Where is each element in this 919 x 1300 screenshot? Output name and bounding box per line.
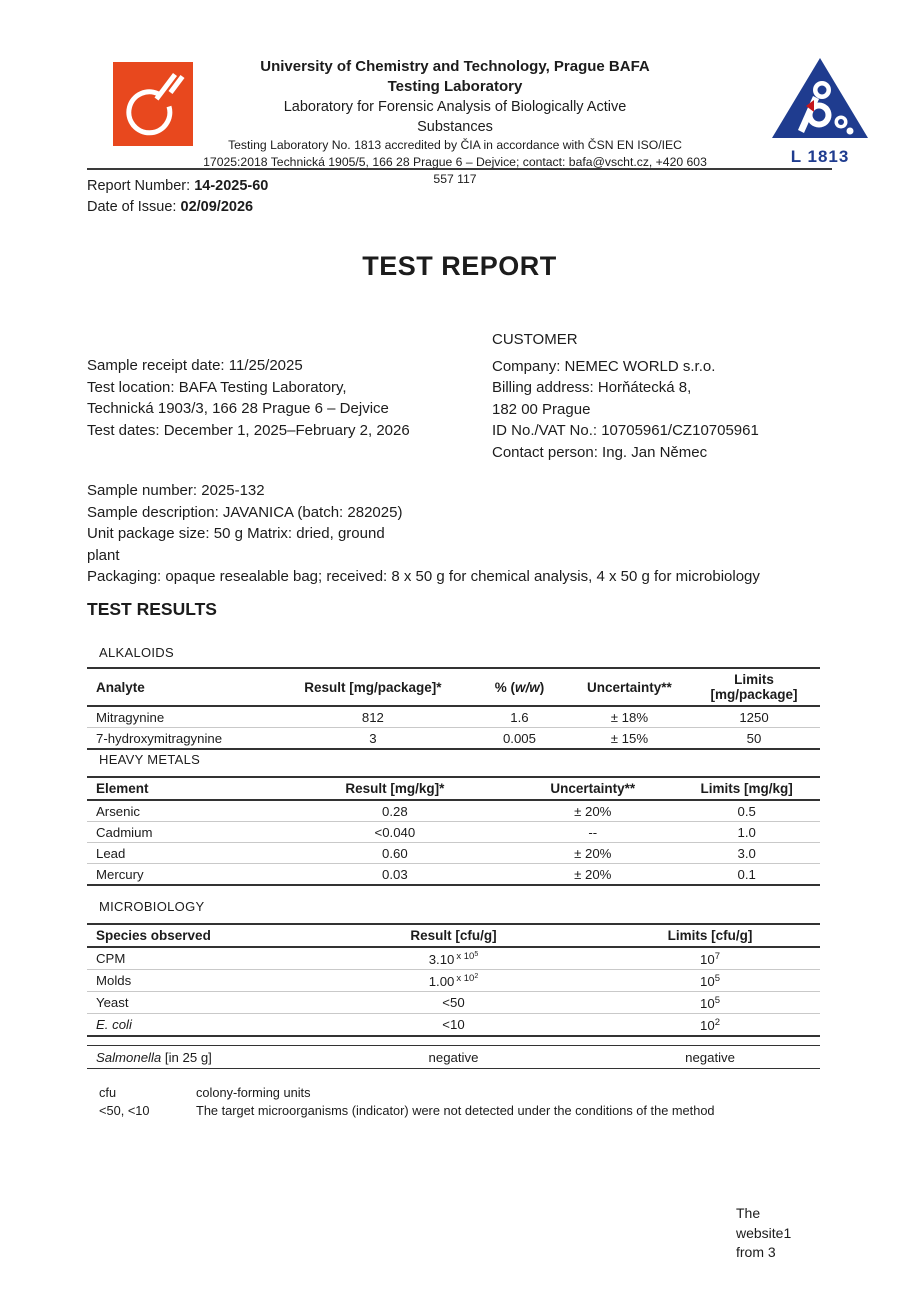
alkaloids-section-label: ALKALOIDS <box>99 645 174 660</box>
limits-header: Limits [cfu/g] <box>600 924 820 947</box>
report-number-label: Report Number: <box>87 178 195 194</box>
limits-header: Limits [mg/kg] <box>673 777 820 800</box>
accreditation-line2: 17025:2018 Technická 1905/5, 166 28 Prague 6 – Dejvice; contact: bafa@vscht.cz, +420 603 <box>203 155 707 169</box>
result-header: Result [cfu/g] <box>307 924 600 947</box>
species-cell: Molds <box>87 970 307 992</box>
limits-header: Limits [mg/package] <box>688 668 820 706</box>
table-row <box>87 800 820 822</box>
limits-cell: $10^5$ <box>600 970 820 992</box>
microbiology-table <box>87 923 820 1037</box>
info-section <box>87 329 832 463</box>
uncertainty-cell: ± 18% <box>571 706 688 728</box>
analyte-cell: Mitragynine <box>87 706 278 728</box>
org-name: University of Chemistry and Technology, Prague BAFA <box>260 58 650 75</box>
species-cell: E. coli <box>87 1014 307 1037</box>
sample-package-matrix-line2: plant <box>87 546 120 564</box>
footnote-term: <50, <10 <box>99 1102 150 1118</box>
result-header: Result [mg/kg]* <box>278 777 513 800</box>
table-row <box>87 1046 820 1069</box>
uct-prague-logo-icon <box>113 62 193 146</box>
customer-company: Company: NEMEC WORLD s.r.o. <box>492 357 716 375</box>
result-cell: negative <box>307 1046 600 1069</box>
result-cell: 3.10 $^{x 10^5}$ <box>307 947 600 970</box>
element-cell: Mercury <box>87 864 278 886</box>
uncertainty-header: Uncertainty** <box>512 777 673 800</box>
footnote-cfu <box>99 1084 715 1102</box>
table-header-row <box>87 924 820 947</box>
analyte-header: Analyte <box>87 668 278 706</box>
table-row <box>87 992 820 1014</box>
sample-package-matrix-line1: Unit package size: 50 g Matrix: dried, ground <box>87 525 385 542</box>
lab-name-line1: Laboratory for Forensic Analysis of Biologically Active <box>283 99 627 115</box>
element-cell: Arsenic <box>87 800 278 822</box>
limits-cell: 1.0 <box>673 822 820 843</box>
cia-accreditation-logo-icon <box>770 56 870 168</box>
result-cell: <0.040 <box>278 822 513 843</box>
result-header: Result [mg/package]* <box>278 668 469 706</box>
sample-receipt-date: Sample receipt date: 11/25/2025 <box>87 357 303 374</box>
date-of-issue-value: 02/09/2026 <box>180 199 254 215</box>
limits-cell: $10^5$ <box>600 992 820 1014</box>
footnote-text: The target microorganisms (indicator) were not detected under the conditions of the method <box>196 1102 715 1118</box>
result-cell: 0.60 <box>278 843 513 864</box>
table-row <box>87 947 820 970</box>
microbiology-section-label: MICROBIOLOGY <box>99 899 205 914</box>
test-results-heading: TEST RESULTS <box>87 599 217 619</box>
sample-description: Sample description: JAVANICA (batch: 282025) <box>87 503 403 521</box>
page-number-footer: The website1 from 3 <box>736 1205 792 1260</box>
limits-cell: $10^7$ <box>600 947 820 970</box>
date-of-issue-line <box>87 197 268 218</box>
result-cell: 0.28 <box>278 800 513 822</box>
lab-name-line2: Substances <box>417 119 493 135</box>
percent-cell: 0.005 <box>468 728 571 750</box>
species-header: Species observed <box>87 924 307 947</box>
element-cell: Lead <box>87 843 278 864</box>
date-of-issue-label: Date of Issue: <box>87 199 181 215</box>
limits-cell: 0.1 <box>673 864 820 886</box>
uncertainty-cell: ± 20% <box>512 800 673 822</box>
test-location-line1: Test location: BAFA Testing Laboratory, <box>87 378 347 396</box>
report-number-line <box>87 176 268 197</box>
analyte-cell: 7-hydroxymitragynine <box>87 728 278 750</box>
salmonella-table <box>87 1045 820 1069</box>
customer-contact-person: Contact person: Ing. Jan Němec <box>492 443 708 461</box>
table-row <box>87 822 820 843</box>
element-cell: Cadmium <box>87 822 278 843</box>
limits-cell: 1250 <box>688 706 820 728</box>
footnotes <box>99 1084 715 1119</box>
accreditation-phone: 557 117 <box>433 172 477 186</box>
limits-cell: 0.5 <box>673 800 820 822</box>
limits-cell: negative <box>600 1046 820 1069</box>
heavy-metals-section-label: HEAVY METALS <box>99 752 201 767</box>
document-title: TEST REPORT <box>362 251 557 281</box>
customer-address-line1: Billing address: Horňátecká 8, <box>492 379 692 396</box>
limits-cell: $10^2$ <box>600 1014 820 1037</box>
species-cell: Salmonella [in 25 g] <box>87 1046 307 1069</box>
sample-packaging: Packaging: opaque resealable bag; received: 8 x 50 g for chemical analysis, 4 x 50 g for microbiology <box>87 568 760 585</box>
species-cell: Yeast <box>87 992 307 1014</box>
footnote-text: colony-forming units <box>196 1085 311 1100</box>
uncertainty-header: Uncertainty** <box>571 668 688 706</box>
header-divider <box>87 168 832 170</box>
percent-cell: 1.6 <box>468 706 571 728</box>
footnote-detection <box>99 1102 715 1120</box>
cia-mark-label: L 1813 <box>790 147 850 166</box>
uncertainty-cell: ± 20% <box>512 864 673 886</box>
percent-ww-header: % (w/w) <box>468 668 571 706</box>
result-cell: 812 <box>278 706 469 728</box>
result-cell: 3 <box>278 728 469 750</box>
alkaloids-table <box>87 667 820 750</box>
org-unit: Testing Laboratory <box>387 78 523 95</box>
report-meta <box>87 176 268 218</box>
footnote-term: cfu <box>99 1085 117 1100</box>
table-header-row <box>87 777 820 800</box>
table-row <box>87 728 820 750</box>
result-cell: 0.03 <box>278 864 513 886</box>
customer-heading: CUSTOMER <box>492 331 578 348</box>
test-location-line2: Technická 1903/3, 166 28 Prague 6 – Dejvice <box>87 400 389 417</box>
table-header-row <box>87 668 820 706</box>
table-row <box>87 864 820 886</box>
test-dates: Test dates: December 1, 2025–February 2, 2026 <box>87 421 410 439</box>
customer-address-line2: 182 00 Prague <box>492 400 591 418</box>
limits-cell: 50 <box>688 728 820 750</box>
heavy-metals-table <box>87 776 820 886</box>
table-row <box>87 706 820 728</box>
customer-block <box>492 329 832 463</box>
limits-cell: 3.0 <box>673 843 820 864</box>
result-cell: <50 <box>307 992 600 1014</box>
table-row <box>87 970 820 992</box>
result-cell: <10 <box>307 1014 600 1037</box>
result-cell: 1.00 $^{x 10^2}$ <box>307 970 600 992</box>
table-row <box>87 1014 820 1037</box>
uncertainty-cell: -- <box>512 822 673 843</box>
sample-info-block <box>87 480 760 588</box>
table-row <box>87 843 820 864</box>
element-header: Element <box>87 777 278 800</box>
customer-id-vat: ID No./VAT No.: 10705961/CZ10705961 <box>492 422 759 439</box>
species-cell: CPM <box>87 947 307 970</box>
uncertainty-cell: ± 15% <box>571 728 688 750</box>
uncertainty-cell: ± 20% <box>512 843 673 864</box>
test-info-block <box>87 329 492 463</box>
sample-number: Sample number: 2025-132 <box>87 482 265 499</box>
report-number-value: 14-2025-60 <box>194 178 269 194</box>
accreditation-line1: Testing Laboratory No. 1813 accredited by ČIA in accordance with ČSN EN ISO/IEC <box>228 138 682 152</box>
